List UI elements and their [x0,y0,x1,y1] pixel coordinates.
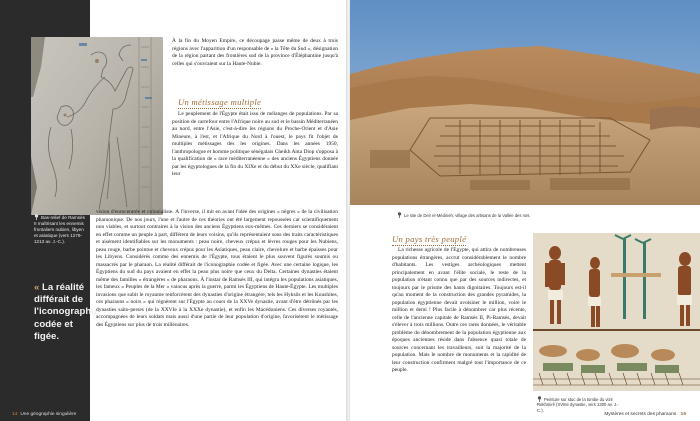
left-page [0,0,348,421]
relief-caption [34,214,86,245]
section-heading-right-text: Un pays très peuplé [392,234,467,244]
section-heading-peuple [392,229,466,247]
section-heading-metissage [178,92,261,110]
pull-quote-text: La réalité différait de l'iconographie codée et figée. [34,282,100,342]
deir-el-medineh-photo [350,0,700,205]
body-column-right-text: Le peuplement de l'Égypte était issu de mélanges de populations. Par sa position de carrefour entre l'Afrique noire au sud et le bassin Méditerranéen au nord, entre l'Asie, c'est-à-dire les régions du Proche-Orient et d'Asie Mineure, à l'est, et l'Afrique du Nord à l'ouest, le pays fit l'objet de multiples métissages des les origines. Dans les années 1950, l'anthropologue et homme politique sénégalais Cheikh Anta Diop s'opposa à la qualification de « race méditerranéenne » des anciens Égyptiens donnée par les égyptologues de la fin du XIXe et du début du XXe siècle, qualifiant leur [172,111,338,177]
right-folio [604,412,686,417]
left-folio [12,412,76,417]
photo-caption [397,212,647,218]
ramses-bas-relief-image [31,37,163,215]
page-number-left: 14 [12,412,18,417]
body-column-right [172,111,338,179]
pin-icon [34,214,39,220]
pull-quote [34,282,100,343]
body-right-page-text: La richesse agricole de l'Égypte, qui attira de nombreuses populations étrangères, accrut considérablement le nombre d'habitants. Les vestiges archéologiques mettent principalement en avant l'élite sociale, le reste de la population n'étant connu que par des sources indirectes, et toujours par le prisme des hauts dignitaires. Toujours est-il qu'au moment de la construction des grandes pyramides, la population égyptienne devait avoisiner le million, voire le million et demi ! Plus facile à dénombrer car plus récente, celle de l'ancienne capitale de Ramsès II, Pi-Ramsès, devait s'élever à trois millions. Outre ces rares données, le véritable problème du dénombrement de la population égyptienne aux époques anciennes réside dans l'absence quasi totale de sources concernant les travailleurs, soit la majorité de la population. Mais le nombre de monuments et la rapidité de leur construction confirment malgré tout l'importance de ce peuple. [392,247,526,373]
pin-icon [537,396,542,402]
intro-text: À la fin du Moyen Empire, ce découpage passe même de deux à trois régions avec l'apparition d'un responsable de « la Tête du Sud », désignation de la région partant des frontières sud de la province d'Éléphantine jusqu'à celles qui s'ouvraient sur la Haute-Nubie. [172,38,339,67]
body-full-text: vision d'eurocentrée et colonialiste. À l'inverse, il mit en avant l'idée des origines « nègres » de la civilisation pharaonique. De nos jours, l'une et l'autre de ces théories ont été largement repoussées car scientifiquement non viables, et surtout contraires à la vision des anciens Égyptiens eux-mêmes. Ces derniers se considéraient en effet comme un peuple à part, différent de leurs voisins, qu'ils représentaient sous des traits caractéristiques et aisément identifiables sur les monuments : peau noire, cheveux crépus et lèvres rouges pour les Nubiens, peau rouge, barbe pointue et cheveux crépus pour les Asiatiques, peau claire, chevelure et barbe épaisses pour les Libyens. Considérés comme des ennemis de l'Égypte, tous étaient le plus souvent figurés soumis ou massacrés par le pharaon. La réalité différait de l'iconographie codée et figée. Avec une certaine logique, les Égyptiens du sud du pays avaient en effet la peau plus noire que ceux du Delta. Certaines dynasties étaient même des familles « étrangères » de pharaons. À l'instar de Ramsès III, qui intégra les populations asiatiques, les fameux « Peuples de la Mer » vaincus après la guerre, parmi les Égyptiens de Haute-Égypte. Les multiples invasions que subit le royaume renforcèrent des dynasties d'origine étrangère, tels les Hyksôs et les Koushites, ces pharaons « noirs » qui régnèrent sur l'Égypte au cours de la XXVe dynastie, avant d'être détrônés par les dynasties saïto-perses (de la XXVIe à la XXXe dynastie), et enfin les Macédoniens. Ces diverses royautés, accompagnées de leurs soldats mais aussi d'une partie de leur population d'origine, favorisèrent le métissage des Égyptiens sur plus de trois millénaires. [96,209,338,328]
pull-quote-mark: « [34,282,40,293]
relief-caption-text: Bas-relief de Ramsès II maîtrisant les ennemis frontaliers nubien, libyen et asiatique (vers 1279-1213 av. J.-C.). [34,215,85,244]
rekhmire-tomb-painting [533,233,700,391]
body-full-width [96,209,338,387]
pin-icon [397,212,402,218]
page-number-right: 15 [680,412,686,417]
photo-caption-text: Le site de Deir el-Médineh, village des artisans de la Vallée des rois. [404,213,531,218]
section-heading-text: Un métissage multiple [178,97,262,107]
painting-caption [537,396,621,413]
painting-caption-text: Peinture sur stuc de la tombe du vizir Rekhmirê (XVIIIe dynastie, vers 1300 av. J.-C.). [537,397,619,413]
right-page [350,0,700,421]
folio-title-right: Mystères et secrets des pharaons [604,412,677,417]
body-right-page [392,247,526,397]
intro-paragraph [172,38,338,68]
folio-title-left: Une géographie singulière [20,412,77,417]
